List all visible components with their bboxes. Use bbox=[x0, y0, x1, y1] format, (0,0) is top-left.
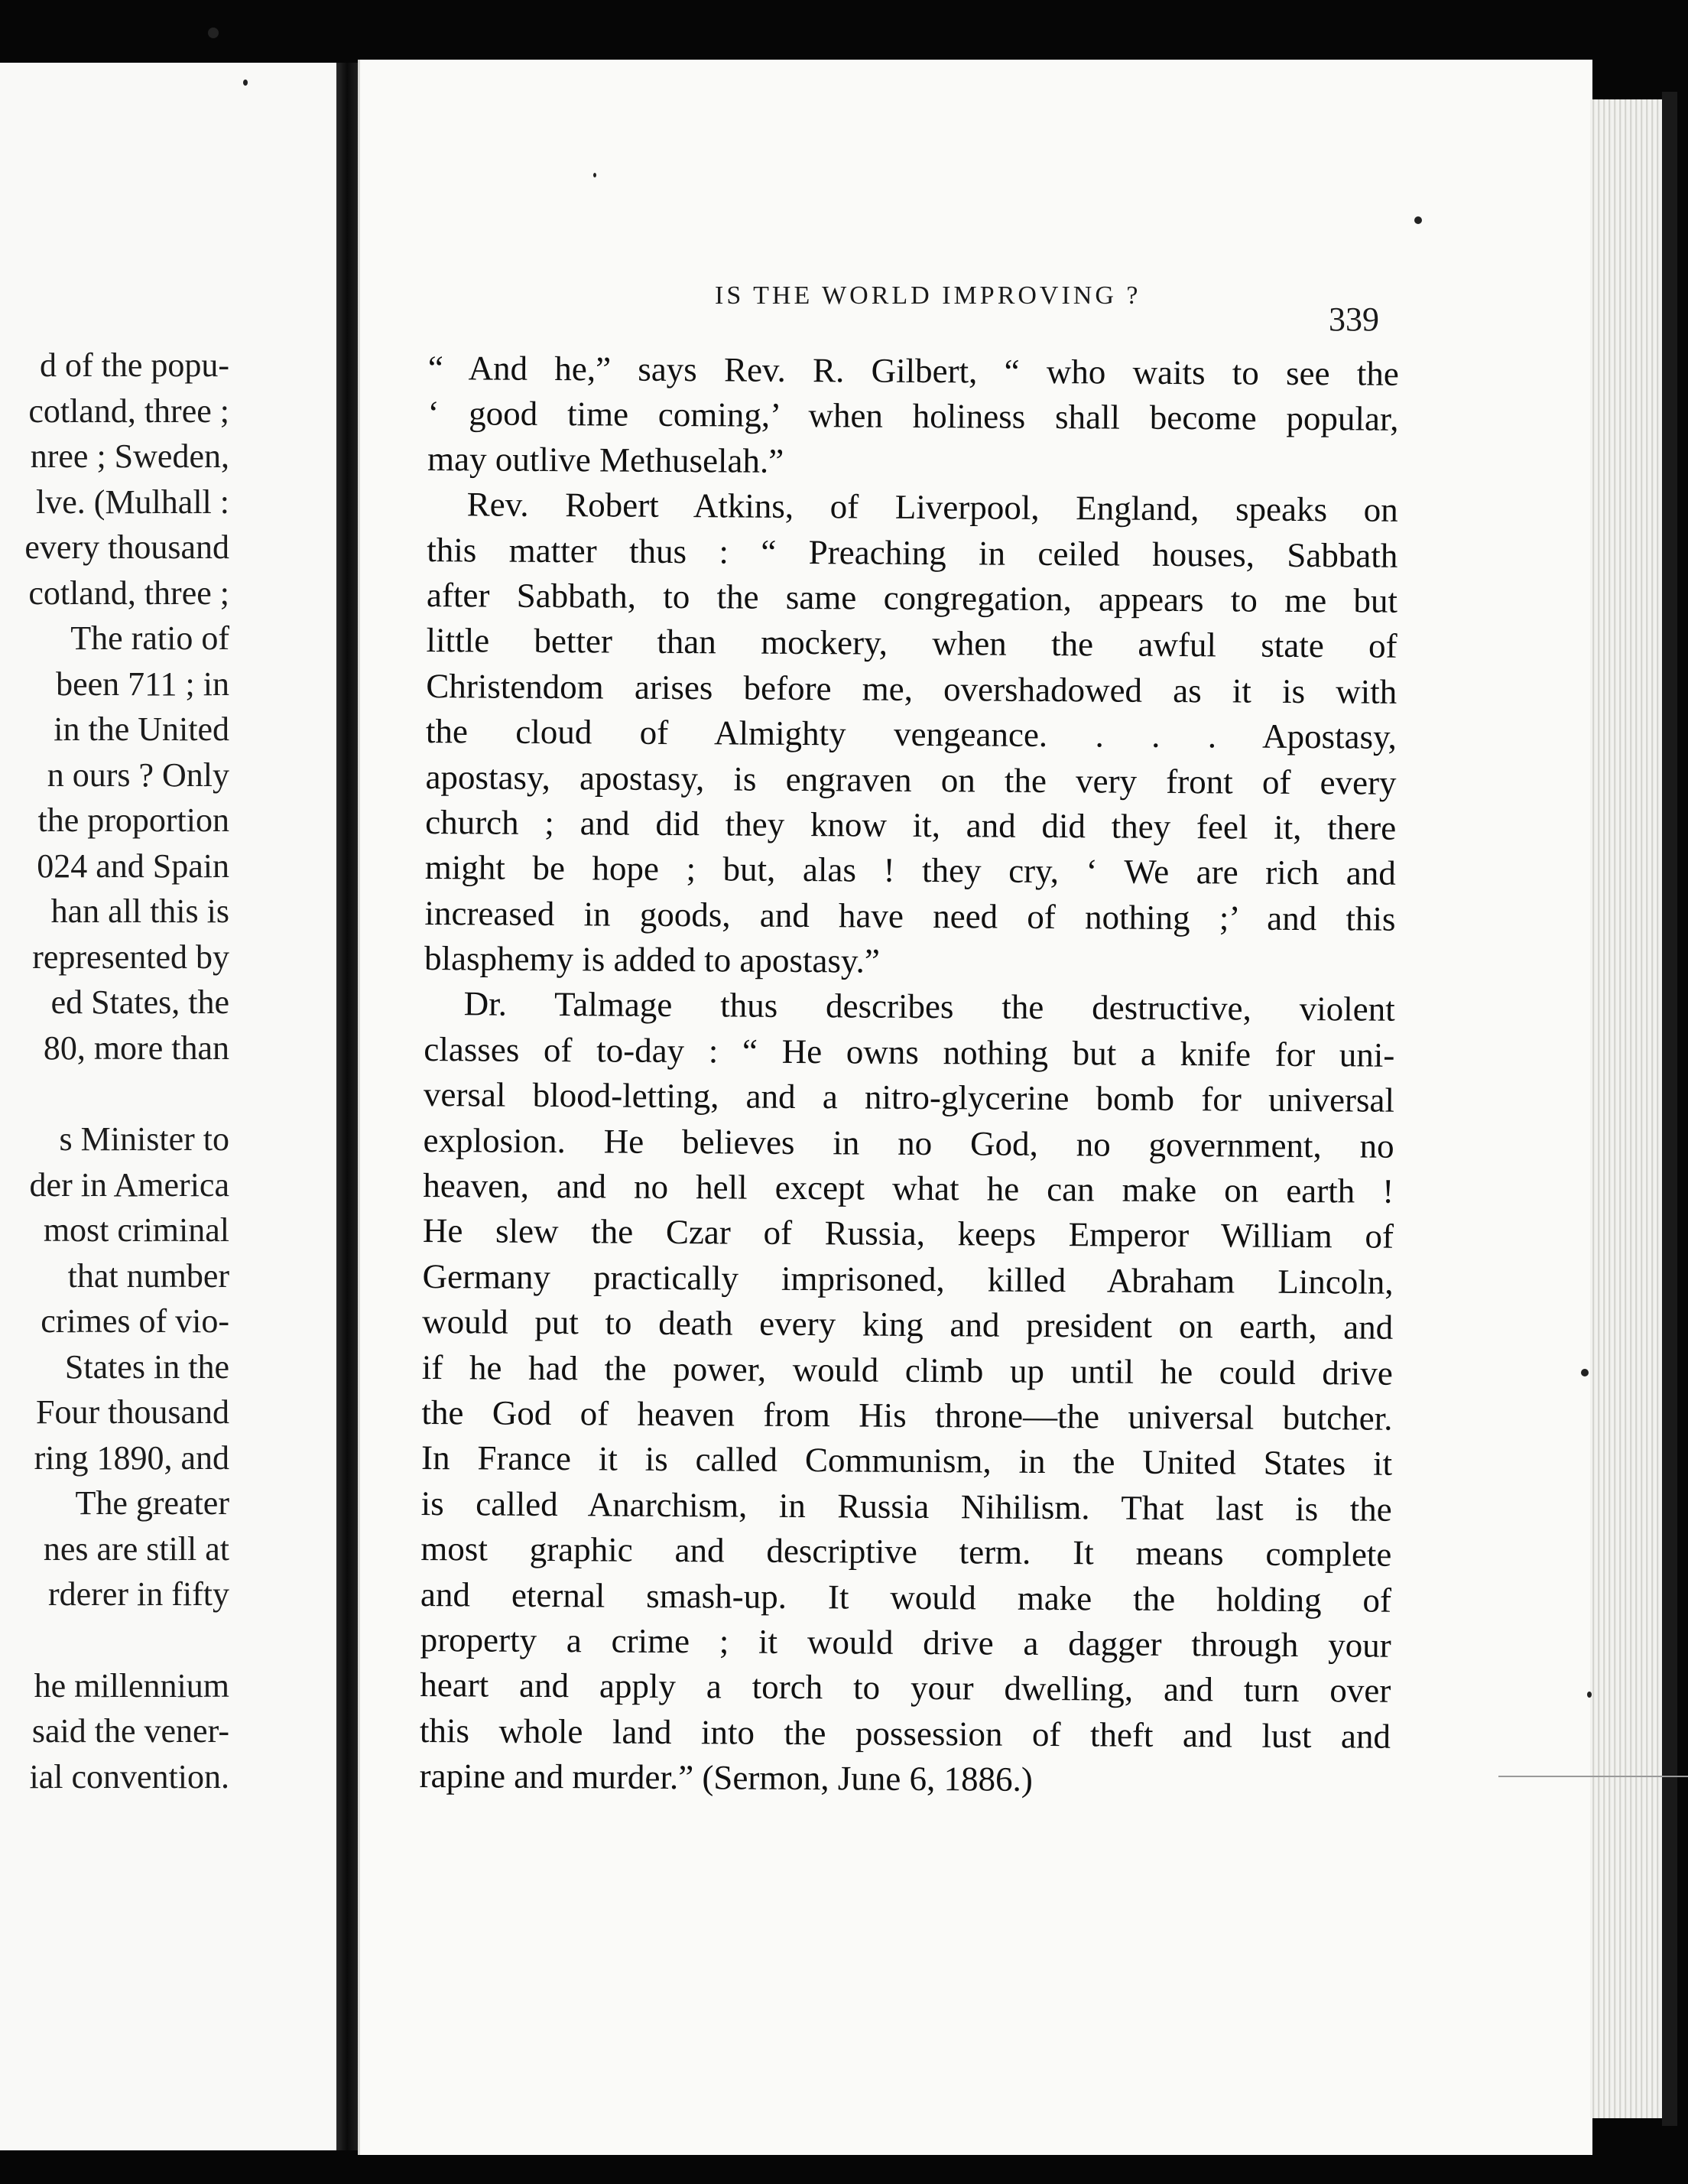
body-text bbox=[419, 346, 1399, 1805]
left-text-line: ed States, the bbox=[50, 983, 229, 1021]
text-line: apostasy, apostasy, is engraven on the very front of every bbox=[425, 757, 1397, 802]
text-line: “ And he,” says Rev. R. Gilbert, “ who waits to see the bbox=[427, 348, 1399, 393]
left-text-line: der in America bbox=[29, 1165, 229, 1204]
book-gutter bbox=[336, 63, 358, 2150]
scan-speck bbox=[208, 28, 219, 38]
left-text-line: s Minister to bbox=[59, 1120, 229, 1158]
left-text-line: d of the popu- bbox=[39, 346, 229, 384]
text-line: Germany practically imprisoned, killed Abraham Lincoln, bbox=[422, 1256, 1394, 1302]
text-line: this matter thus : “ Preaching in ceiled houses, Sabbath bbox=[427, 530, 1398, 575]
left-page bbox=[0, 63, 336, 2150]
left-text-line: Four thousand bbox=[36, 1393, 229, 1431]
text-line: increased in goods, and have need of nothing ;’ and this bbox=[424, 893, 1396, 938]
scan-speck bbox=[1414, 216, 1422, 224]
left-text-line: represented by bbox=[32, 938, 229, 976]
left-text-line: ring 1890, and bbox=[34, 1438, 229, 1477]
text-line: In France it is called Communism, in the United States it bbox=[420, 1438, 1393, 1484]
text-line: the God of heaven from His throne—the universal butcher. bbox=[421, 1393, 1393, 1438]
scan-speck bbox=[243, 80, 248, 86]
text-line: heaven, and no hell except what he can make on earth ! bbox=[423, 1166, 1394, 1211]
text-line: would put to death every king and president on earth, and bbox=[422, 1302, 1394, 1347]
left-text-line: States in the bbox=[64, 1347, 229, 1386]
text-line: church ; and did they know it, and did they feel it, there bbox=[425, 802, 1397, 847]
left-text-line: most criminal bbox=[43, 1211, 229, 1249]
left-text-line: nes are still at bbox=[43, 1529, 229, 1568]
left-text-line: The ratio of bbox=[70, 619, 229, 657]
page-edges bbox=[1590, 99, 1662, 2118]
page-number: 339 bbox=[1329, 301, 1379, 338]
text-line: Christendom arises before me, overshadowed as it is with bbox=[426, 666, 1397, 711]
page-edge-shadow bbox=[1662, 92, 1677, 2126]
scan-speck bbox=[1581, 1369, 1589, 1376]
text-line: rapine and murder.” (Sermon, June 6, 1886.) bbox=[419, 1757, 1034, 1799]
left-text-line: han all this is bbox=[50, 892, 229, 930]
text-line: explosion. He believes in no God, no government, no bbox=[423, 1120, 1394, 1165]
scan-speck bbox=[1587, 1692, 1592, 1698]
text-line: property a crime ; it would drive a dagger through your bbox=[420, 1620, 1391, 1665]
text-line: is called Anarchism, in Russia Nihilism. That last is the bbox=[420, 1484, 1392, 1529]
left-text-line: 024 and Spain bbox=[37, 847, 229, 885]
text-line: versal blood-letting, and a nitro-glycerine bomb for universal bbox=[423, 1075, 1395, 1120]
text-line: little better than mockery, when the awful state of bbox=[426, 621, 1397, 666]
left-text-line: crimes of vio- bbox=[41, 1302, 229, 1340]
text-line: blasphemy is added to apostasy.” bbox=[424, 939, 880, 980]
left-text-line: he millennium bbox=[34, 1666, 229, 1705]
left-text-line: the proportion bbox=[37, 801, 229, 839]
text-line: this whole land into the possession of theft and lust and bbox=[419, 1711, 1391, 1756]
left-text-line: cotland, three ; bbox=[28, 392, 229, 430]
left-text-line: ial convention. bbox=[29, 1757, 229, 1796]
running-head: IS THE WORLD IMPROVING ? bbox=[715, 281, 1141, 310]
left-text-line: in the United bbox=[54, 710, 229, 748]
left-text-line: The greater bbox=[75, 1484, 229, 1522]
text-line: may outlive Methuselah.” bbox=[427, 439, 784, 480]
left-text-line: said the vener- bbox=[31, 1712, 229, 1750]
text-line: He slew the Czar of Russia, keeps Emperor William of bbox=[422, 1211, 1394, 1256]
left-text-line: 80, more than bbox=[43, 1029, 229, 1067]
text-line: ‘ good time coming,’ when holiness shall become popular, bbox=[427, 394, 1399, 439]
text-line: classes of to-day : “ He owns nothing but a knife for uni- bbox=[424, 1029, 1395, 1074]
left-text-line: cotland, three ; bbox=[28, 574, 229, 612]
left-text-line: nree ; Sweden, bbox=[30, 437, 229, 475]
text-line: after Sabbath, to the same congregation, appears to me but bbox=[426, 575, 1398, 620]
text-line: Rev. Robert Atkins, of Liverpool, England, speaks on bbox=[466, 485, 1398, 529]
left-text-line: rderer in fifty bbox=[48, 1575, 229, 1613]
left-text-line: every thousand bbox=[24, 528, 229, 566]
left-text-line: lve. (Mulhall : bbox=[36, 483, 229, 521]
left-text-line: that number bbox=[67, 1256, 229, 1295]
left-text-line: n ours ? Only bbox=[47, 756, 229, 794]
text-line: heart and apply a torch to your dwelling, and turn over bbox=[420, 1666, 1391, 1711]
text-line: if he had the power, would climb up until he could drive bbox=[421, 1347, 1393, 1393]
scan-artifact-line bbox=[1498, 1776, 1688, 1777]
scan-speck bbox=[593, 173, 596, 177]
text-line: most graphic and descriptive term. It means complete bbox=[420, 1529, 1392, 1574]
text-line: might be hope ; but, alas ! they cry, ‘ We are rich and bbox=[424, 848, 1396, 893]
text-line: and eternal smash-up. It would make the holding of bbox=[420, 1575, 1392, 1620]
text-line: the cloud of Almighty vengeance. . . . Apostasy, bbox=[425, 712, 1397, 756]
left-text-line: been 711 ; in bbox=[56, 665, 229, 703]
text-line: Dr. Talmage thus describes the destructive, violent bbox=[463, 984, 1395, 1029]
